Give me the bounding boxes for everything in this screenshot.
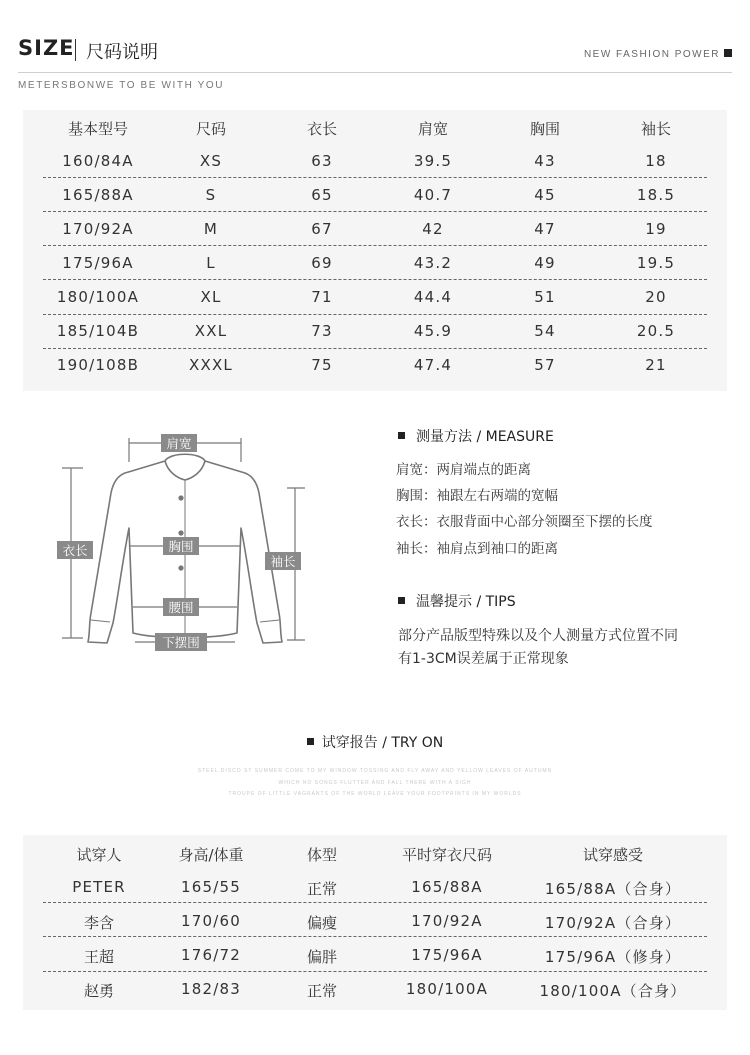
cell-length: 73 xyxy=(311,322,333,340)
cell-size: XS xyxy=(199,152,223,170)
cell-chest: 47 xyxy=(534,220,556,238)
tryon-title: 试穿报告 / TRY ON xyxy=(321,735,444,751)
measure-labels xyxy=(57,434,301,651)
cell-fit-feel: 180/100A（合身） xyxy=(539,982,687,1000)
chest-label: 胸围 xyxy=(168,539,194,554)
cell-fit-feel: 175/96A（修身） xyxy=(544,948,682,966)
row-divider xyxy=(43,348,707,349)
tryon-title-row xyxy=(0,732,750,752)
cell-sleeve: 20 xyxy=(645,288,667,306)
tips-square-icon xyxy=(398,597,405,604)
cell-body-type: 正常 xyxy=(306,880,338,898)
shirt-measure-diagram xyxy=(55,428,315,668)
brand-slogan: NEW FASHION POWER xyxy=(583,49,720,60)
cell-size: S xyxy=(205,186,217,204)
cell-sleeve: 18 xyxy=(645,152,667,170)
cell-model: 170/92A xyxy=(62,220,134,238)
shoulder-label: 肩宽 xyxy=(166,436,192,451)
row-divider xyxy=(43,177,707,178)
cell-body-type: 偏胖 xyxy=(306,948,338,966)
size-table xyxy=(23,110,727,391)
cell-shoulder: 42 xyxy=(422,220,444,238)
measure-line: 衣长：衣服背面中心部分领圈至下摆的长度 xyxy=(396,514,653,530)
row-divider xyxy=(43,211,707,212)
cell-usual-size: 170/92A xyxy=(411,912,483,930)
decorative-text: TROUPE OF LITTLE VAGRANTS OF THE WORLD LEAVE YOUR FOOTPRINTS IN MY WORLDS xyxy=(228,791,522,797)
slogan-square-icon xyxy=(724,49,732,57)
cell-length: 65 xyxy=(311,186,333,204)
cell-model: 190/108B xyxy=(56,356,140,374)
tryon-square-icon xyxy=(307,738,314,745)
cell-height-weight: 176/72 xyxy=(181,946,241,964)
cell-size: XXXL xyxy=(189,356,233,374)
measure-square-icon xyxy=(398,432,405,439)
cell-tester: 王超 xyxy=(83,948,115,966)
cell-height-weight: 182/83 xyxy=(181,980,241,998)
cell-body-type: 偏瘦 xyxy=(306,914,338,932)
row-divider xyxy=(43,314,707,315)
row-divider xyxy=(43,936,707,937)
cell-model: 185/104B xyxy=(56,322,140,340)
hem-label: 下摆围 xyxy=(162,635,200,650)
sleeve-label: 袖长 xyxy=(270,554,296,569)
tips-title: 温馨提示 / TIPS xyxy=(416,594,516,610)
cell-sleeve: 21 xyxy=(645,356,667,374)
cell-sleeve: 18.5 xyxy=(636,186,676,204)
cell-model: 165/88A xyxy=(62,186,134,204)
cell-chest: 49 xyxy=(534,254,556,272)
col-header: 体型 xyxy=(306,846,338,864)
tips-line: 部分产品版型特殊以及个人测量方式位置不同 xyxy=(398,628,678,644)
decorative-text: STEEL DISCO ST SUMMER COME TO MY WINDOW TOSSING AND FLY AWAY AND YELLOW LEAVES OF AUTUMN xyxy=(197,768,553,774)
cell-length: 69 xyxy=(311,254,333,272)
title-divider xyxy=(75,39,76,61)
cell-chest: 45 xyxy=(534,186,556,204)
header-rule xyxy=(18,72,732,73)
col-header: 试穿人 xyxy=(76,846,122,864)
cell-fit-feel: 165/88A（合身） xyxy=(544,880,682,898)
cell-size: XXL xyxy=(194,322,228,340)
col-header: 肩宽 xyxy=(417,120,449,138)
cell-chest: 57 xyxy=(534,356,556,374)
cell-shoulder: 44.4 xyxy=(413,288,453,306)
length-label: 衣长 xyxy=(62,543,88,558)
row-divider xyxy=(43,279,707,280)
cell-height-weight: 165/55 xyxy=(181,878,241,896)
cell-chest: 51 xyxy=(534,288,556,306)
col-header: 尺码 xyxy=(195,120,227,138)
decorative-text: WHICH NO SONGS FLUTTER AND FALL THERE WITH A SIGH xyxy=(278,780,472,786)
cell-shoulder: 43.2 xyxy=(413,254,453,272)
cell-sleeve: 19 xyxy=(645,220,667,238)
row-divider xyxy=(43,245,707,246)
cell-tester: 赵勇 xyxy=(83,982,115,1000)
col-header: 身高/体重 xyxy=(178,846,244,864)
cell-body-type: 正常 xyxy=(306,982,338,1000)
cell-usual-size: 165/88A xyxy=(411,878,483,896)
cell-length: 75 xyxy=(311,356,333,374)
cell-length: 67 xyxy=(311,220,333,238)
waist-label: 腰围 xyxy=(168,600,194,615)
cell-length: 63 xyxy=(311,152,333,170)
row-divider xyxy=(43,902,707,903)
size-guide-title: 尺码说明 xyxy=(86,42,158,63)
row-divider xyxy=(43,971,707,972)
size-heading: SIZE xyxy=(18,36,75,60)
tryon-table xyxy=(23,835,727,1010)
cell-shoulder: 40.7 xyxy=(413,186,453,204)
cell-model: 180/100A xyxy=(56,288,140,306)
col-header: 平时穿衣尺码 xyxy=(401,846,493,864)
tips-line: 有1-3CM误差属于正常现象 xyxy=(398,651,569,667)
cell-size: M xyxy=(203,220,219,238)
cell-shoulder: 45.9 xyxy=(413,322,453,340)
cell-length: 71 xyxy=(311,288,333,306)
cell-sleeve: 19.5 xyxy=(636,254,676,272)
cell-shoulder: 47.4 xyxy=(413,356,453,374)
col-header: 胸围 xyxy=(529,120,561,138)
cell-chest: 54 xyxy=(534,322,556,340)
brand-subtitle: METERSBONWE TO BE WITH YOU xyxy=(18,80,225,91)
col-header: 衣长 xyxy=(306,120,338,138)
cell-usual-size: 175/96A xyxy=(411,946,483,964)
cell-chest: 43 xyxy=(534,152,556,170)
measure-line: 袖长：袖肩点到袖口的距离 xyxy=(396,541,558,557)
cell-shoulder: 39.5 xyxy=(413,152,453,170)
cell-tester: PETER xyxy=(72,878,126,896)
cell-usual-size: 180/100A xyxy=(405,980,489,998)
measure-line: 肩宽：两肩端点的距离 xyxy=(396,462,531,478)
col-header: 基本型号 xyxy=(67,120,129,138)
cell-model: 160/84A xyxy=(62,152,134,170)
col-header: 袖长 xyxy=(640,120,672,138)
cell-model: 175/96A xyxy=(62,254,134,272)
cell-size: XL xyxy=(200,288,222,306)
measure-title: 测量方法 / MEASURE xyxy=(416,429,554,445)
cell-tester: 李含 xyxy=(83,914,115,932)
cell-fit-feel: 170/92A（合身） xyxy=(544,914,682,932)
cell-sleeve: 20.5 xyxy=(636,322,676,340)
col-header: 试穿感受 xyxy=(582,846,644,864)
measure-line: 胸围：袖跟左右两端的宽幅 xyxy=(396,488,558,504)
cell-height-weight: 170/60 xyxy=(181,912,241,930)
cell-size: L xyxy=(206,254,216,272)
